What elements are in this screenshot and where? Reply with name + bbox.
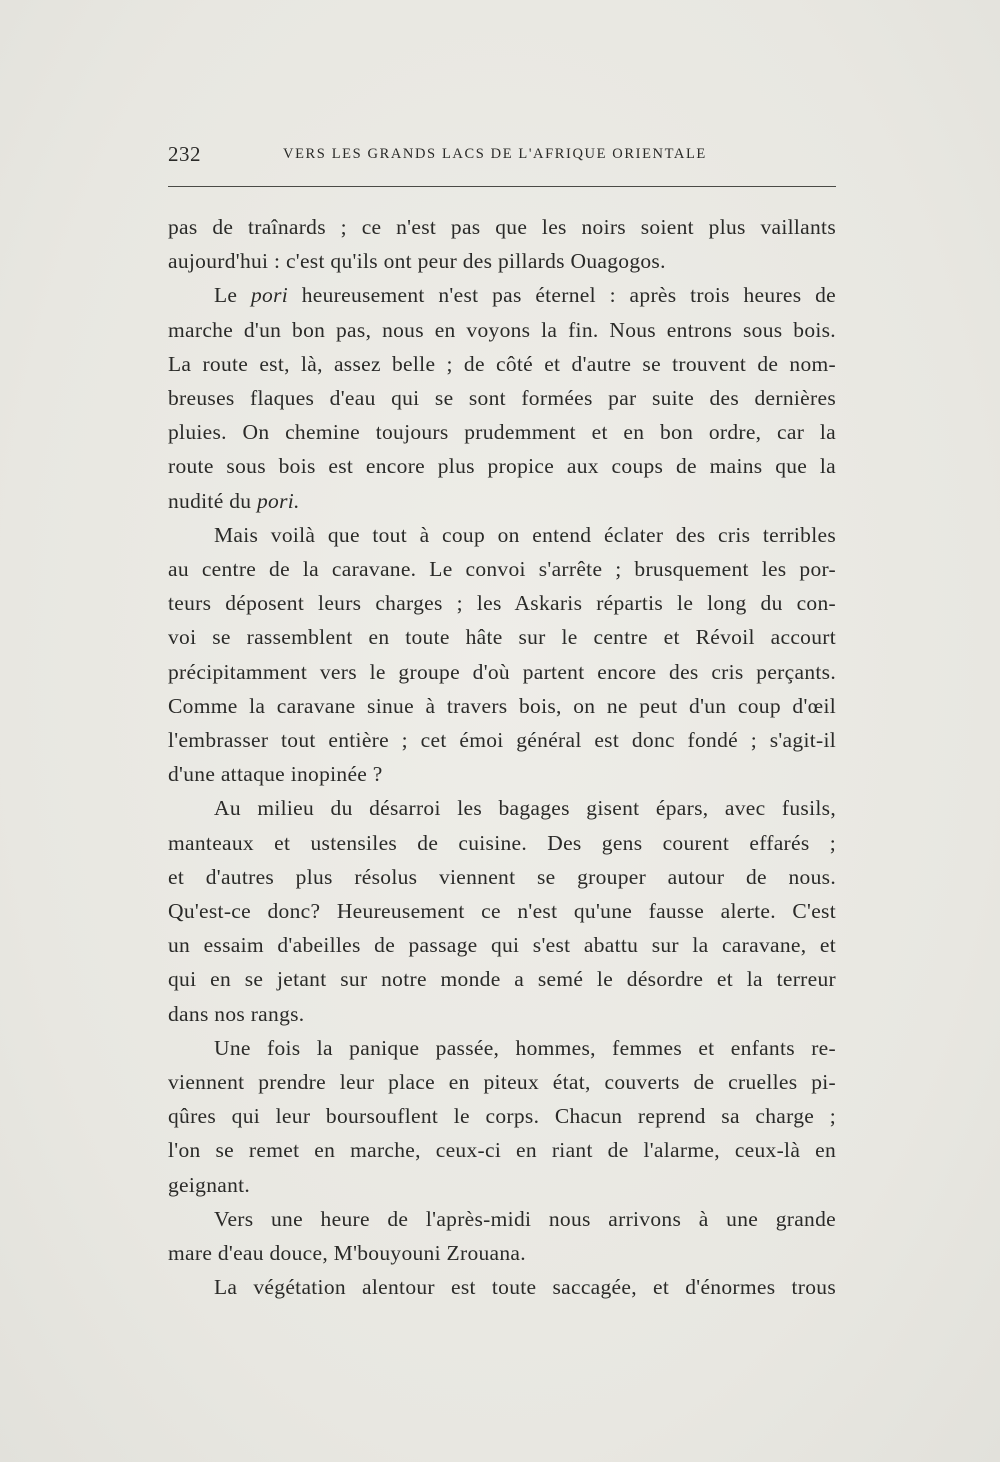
text-line: d'une attaque inopinée ? — [168, 762, 383, 787]
text-line: teurs déposent leurs charges ; les Askaris répartis le long du con- — [168, 591, 836, 616]
text-line: La route est, là, assez belle ; de côté et d'autre se trouvent de nom- — [168, 351, 836, 376]
text-line: Une fois la panique passée, hommes, femmes et enfants re- — [214, 1035, 836, 1060]
text-line: dans nos rangs. — [168, 1001, 305, 1026]
page-header — [168, 140, 836, 170]
text-line — [168, 484, 836, 518]
text-line: voi se rassemblent en toute hâte sur le centre et Révoil accourt — [168, 625, 836, 650]
text-line: précipitamment vers le groupe d'où partent encore des cris perçants. — [168, 659, 836, 684]
text-line: manteaux et ustensiles de cuisine. Des gens courent effarés ; — [168, 830, 836, 855]
text-line: un essaim d'abeilles de passage qui s'est abattu sur la caravane, et — [168, 933, 836, 958]
text-line: l'on se remet en marche, ceux-ci en riant de l'alarme, ceux-là en — [168, 1138, 836, 1163]
header-rule — [168, 186, 836, 187]
text-line: l'embrasser tout entière ; cet émoi général est donc fondé ; s'agit-il — [168, 728, 836, 753]
text-run: Le — [214, 283, 251, 308]
text-line: viennent prendre leur place en piteux état, couverts de cruelles pi- — [168, 1070, 836, 1095]
text-line: breuses flaques d'eau qui se sont formées par suite des dernières — [168, 386, 836, 411]
text-line: Mais voilà que tout à coup on entend éclater des cris terribles — [214, 522, 836, 547]
text-line: aujourd'hui : c'est qu'ils ont peur des pillards Ouagogos. — [168, 249, 666, 274]
text-line: marche d'un bon pas, nous en voyons la fin. Nous entrons sous bois. — [168, 317, 836, 342]
body-text — [168, 210, 836, 1305]
text-line — [168, 278, 836, 312]
italic-term: pori — [250, 283, 289, 308]
text-line: qui en se jetant sur notre monde a semé le désordre et la terreur — [168, 967, 836, 992]
running-title: VERS LES GRANDS LACS DE L'AFRIQUE ORIENTALE — [283, 146, 707, 162]
text-line: Qu'est-ce donc? Heureusement ce n'est qu'une fausse alerte. C'est — [168, 899, 836, 924]
text-line: route sous bois est encore plus propice aux coups de mains que la — [168, 454, 836, 479]
text-line: La végétation alentour est toute saccagée, et d'énormes trous — [214, 1275, 836, 1300]
text-line: qûres qui leur boursouflent le corps. Chacun reprend sa charge ; — [168, 1104, 836, 1129]
page-number: 232 — [168, 142, 201, 166]
text-line: et d'autres plus résolus viennent se grouper autour de nous. — [168, 864, 836, 889]
italic-term: pori. — [257, 488, 300, 513]
text-run: nudité du — [168, 488, 257, 513]
text-line: au centre de la caravane. Le convoi s'arrête ; brusquement les por- — [168, 557, 836, 582]
text-line: Au milieu du désarroi les bagages gisent épars, avec fusils, — [214, 796, 836, 821]
text-line: Vers une heure de l'après-midi nous arrivons à une grande — [214, 1206, 836, 1231]
text-run: heureusement n'est pas éternel : après trois heures de — [288, 283, 836, 308]
text-line: Comme la caravane sinue à travers bois, on ne peut d'un coup d'œil — [168, 693, 836, 718]
text-line: pluies. On chemine toujours prudemment et en bon ordre, car la — [168, 420, 836, 445]
text-line: pas de traînards ; ce n'est pas que les noirs soient plus vaillants — [168, 215, 836, 239]
text-line: geignant. — [168, 1172, 251, 1197]
text-line: mare d'eau douce, M'bouyouni Zrouana. — [168, 1241, 526, 1266]
